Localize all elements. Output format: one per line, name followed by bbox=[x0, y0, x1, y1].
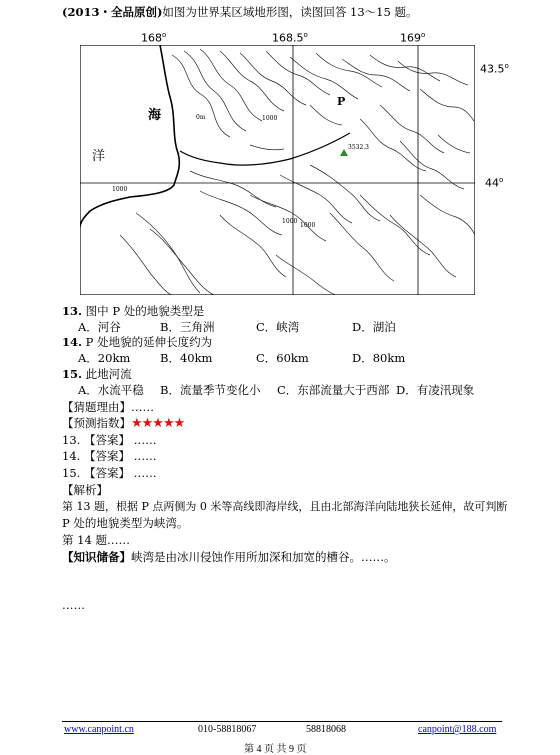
footer-divider bbox=[62, 721, 502, 722]
sea-label-hai: 海 bbox=[148, 108, 162, 123]
analysis-para1-line2: P 处的地貌类型为峡湾。 bbox=[62, 516, 189, 530]
source-tag: (2013・全品原创) bbox=[62, 5, 163, 19]
contour-label-0m: 0m bbox=[196, 114, 206, 121]
q15-option-d: D．有凌汛现象 bbox=[396, 383, 475, 397]
lon-label-168-5: 168.5$^o$ bbox=[272, 31, 308, 45]
intro-text: 如图为世界某区域地形图，读图回答 13～15 题。 bbox=[162, 5, 418, 19]
q15-option-b: B．流量季节变化小 bbox=[160, 383, 261, 397]
footer-phone-2: 58818068 bbox=[306, 724, 346, 735]
q15-option-a: A．水流平稳 bbox=[78, 383, 144, 397]
q14-option-c: C．60km bbox=[256, 351, 309, 365]
lon-label-169: 169$^o$ bbox=[400, 31, 426, 45]
question-13: 13. 图中 P 处的地貌类型是 bbox=[62, 304, 205, 318]
q13-option-c: C．峡湾 bbox=[256, 320, 300, 334]
page-number: 第 4 页 共 9 页 bbox=[244, 744, 307, 755]
answer-15: 15. 【答案】 …… bbox=[62, 466, 157, 480]
contour-label-1000-d: 1000 bbox=[112, 186, 128, 193]
sea-label-yang: 洋 bbox=[92, 149, 106, 164]
contour-label-1000-b: 1000 bbox=[282, 218, 298, 225]
terrain-map-drawing bbox=[80, 45, 475, 295]
jiexi-label: 【解析】 bbox=[62, 483, 108, 497]
lat-label-44: 44$^o$ bbox=[485, 176, 504, 190]
contour-label-1000-c: 1000 bbox=[300, 222, 316, 229]
q14-option-d: D．80km bbox=[352, 351, 406, 365]
question-15: 15. 此地河流 bbox=[62, 367, 132, 381]
footer-email-link[interactable]: canpoint@188.com bbox=[418, 724, 497, 735]
q13-option-d: D．湖泊 bbox=[352, 320, 396, 334]
index-row: 【预测指数】★★★★★ bbox=[62, 416, 185, 431]
q13-option-a: A．河谷 bbox=[78, 320, 121, 334]
rating-stars: ★★★★★ bbox=[131, 416, 185, 431]
lon-label-168: 168$^o$ bbox=[141, 31, 167, 45]
answer-13: 13. 【答案】 …… bbox=[62, 433, 157, 447]
peak-elevation: 3532.3 bbox=[348, 144, 369, 151]
reason-row: 【猜题理由】…… bbox=[62, 400, 154, 414]
analysis-para2: 第 14 题…… bbox=[62, 533, 130, 547]
q14-option-a: A．20km bbox=[78, 351, 131, 365]
q13-option-b: B．三角洲 bbox=[160, 320, 215, 334]
q15-option-c: C．东部流量大于西部 bbox=[277, 383, 390, 397]
trailing-ellipsis: …… bbox=[62, 598, 85, 612]
question-14: 14. P 处地貌的延伸长度约为 bbox=[62, 335, 213, 349]
footer-phone-1: 010-58818067 bbox=[198, 724, 257, 735]
footer-website-link[interactable]: www.canpoint.cn bbox=[64, 724, 134, 735]
lat-label-43-5: 43.5$^o$ bbox=[480, 62, 509, 76]
contour-label-1000-a: 1000 bbox=[262, 115, 278, 122]
q14-option-b: B．40km bbox=[160, 351, 213, 365]
answer-14: 14. 【答案】 …… bbox=[62, 449, 157, 463]
knowledge-row: 【知识储备】峡湾是由冰川侵蚀作用所加深和加宽的槽谷。……。 bbox=[62, 550, 396, 564]
terrain-map bbox=[80, 45, 475, 295]
analysis-para1-line1: 第 13 题，根据 P 点两侧为 0 米等高线即海岸线，且由北部海洋向陆地狭长延伸，故可判断 bbox=[62, 500, 508, 513]
point-p-label: P bbox=[337, 95, 346, 108]
